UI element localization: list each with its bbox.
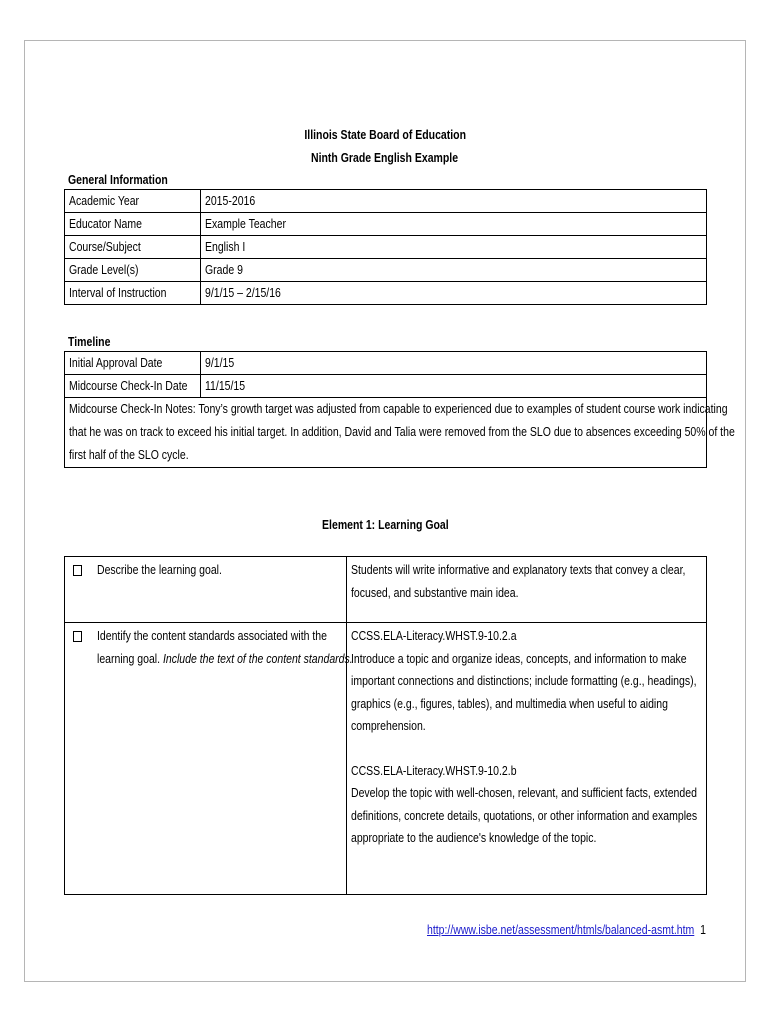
learning-goal-table [64,556,707,895]
row-label: Midcourse Check-In Date [69,378,188,393]
document-title: Illinois State Board of Education [304,128,466,142]
checkbox-icon[interactable] [73,631,82,642]
table-row [65,259,707,282]
notes-line: Midcourse Check-In Notes: Tony’s growth target was adjusted from capable to experienced due to examples of student course work indicating [69,402,728,417]
prompt-italic-text: Include the text of the content standards. [162,651,353,666]
row-label: Educator Name [69,216,142,231]
table-row [65,557,707,623]
row-label: Interval of Instruction [69,285,167,300]
standard-text: graphics (e.g., figures, tables), and multimedia when useful to aiding [351,696,668,711]
page-number: 1 [700,923,706,937]
response-text: Students will write informative and explanatory texts that convey a clear, [351,563,686,577]
row-value: Example Teacher [205,216,286,231]
timeline-heading: Timeline [68,335,111,349]
row-label: Academic Year [69,193,140,208]
general-information-table [64,189,707,305]
row-value: English I [205,239,246,254]
row-value: 2015-2016 [205,193,256,208]
checkbox-icon[interactable] [73,565,82,576]
response-text: focused, and substantive main idea. [351,585,519,600]
standard-text: comprehension. [351,719,426,733]
prompt-text: Identify the content standards associated with the [97,629,327,643]
row-value: 9/1/15 [205,355,235,370]
document-subtitle: Ninth Grade English Example [311,151,459,165]
row-value: 11/15/15 [205,378,246,393]
prompt-text: Describe the learning goal. [97,563,222,577]
row-value: 9/1/15 – 2/15/16 [205,285,281,300]
table-row [65,236,707,259]
timeline-table [64,351,735,468]
row-label: Grade Level(s) [69,262,139,277]
notes-line: that he was on track to exceed his initial target. In addition, David and Talia were removed from the SLO due to absences exceeding 50% of the [69,425,735,440]
footer [427,921,759,939]
table-row [65,213,707,236]
standard-text: important connections and distinctions; include formatting (e.g., headings), [351,674,697,688]
row-label: Initial Approval Date [69,355,163,370]
table-row [65,352,707,375]
table-row [65,375,707,398]
general-information-heading: General Information [68,173,168,187]
standard-text: definitions, concrete details, quotations, or other information and examples [351,808,698,823]
standard-text: appropriate to the audience's knowledge of the topic. [351,831,597,845]
table-row [65,282,707,305]
standard-text: Introduce a topic and organize ideas, concepts, and information to make [351,651,687,666]
notes-line: first half of the SLO cycle. [69,448,189,463]
standard-text: Develop the topic with well-chosen, relevant, and sufficient facts, extended [351,786,697,800]
prompt-text: learning goal. Include the text of the content standards. [97,651,353,666]
standard-code: CCSS.ELA-Literacy.WHST.9-10.2.a [351,629,517,643]
footer-link[interactable]: http://www.isbe.net/assessment/htmls/balanced-asmt.htm [427,923,695,937]
midcourse-notes-row [65,398,707,468]
element1-heading: Element 1: Learning Goal [321,518,449,532]
row-label: Course/Subject [69,239,141,254]
table-row [65,190,707,213]
row-value: Grade 9 [205,262,243,277]
standard-code: CCSS.ELA-Literacy.WHST.9-10.2.b [351,763,517,778]
table-row [65,623,707,895]
